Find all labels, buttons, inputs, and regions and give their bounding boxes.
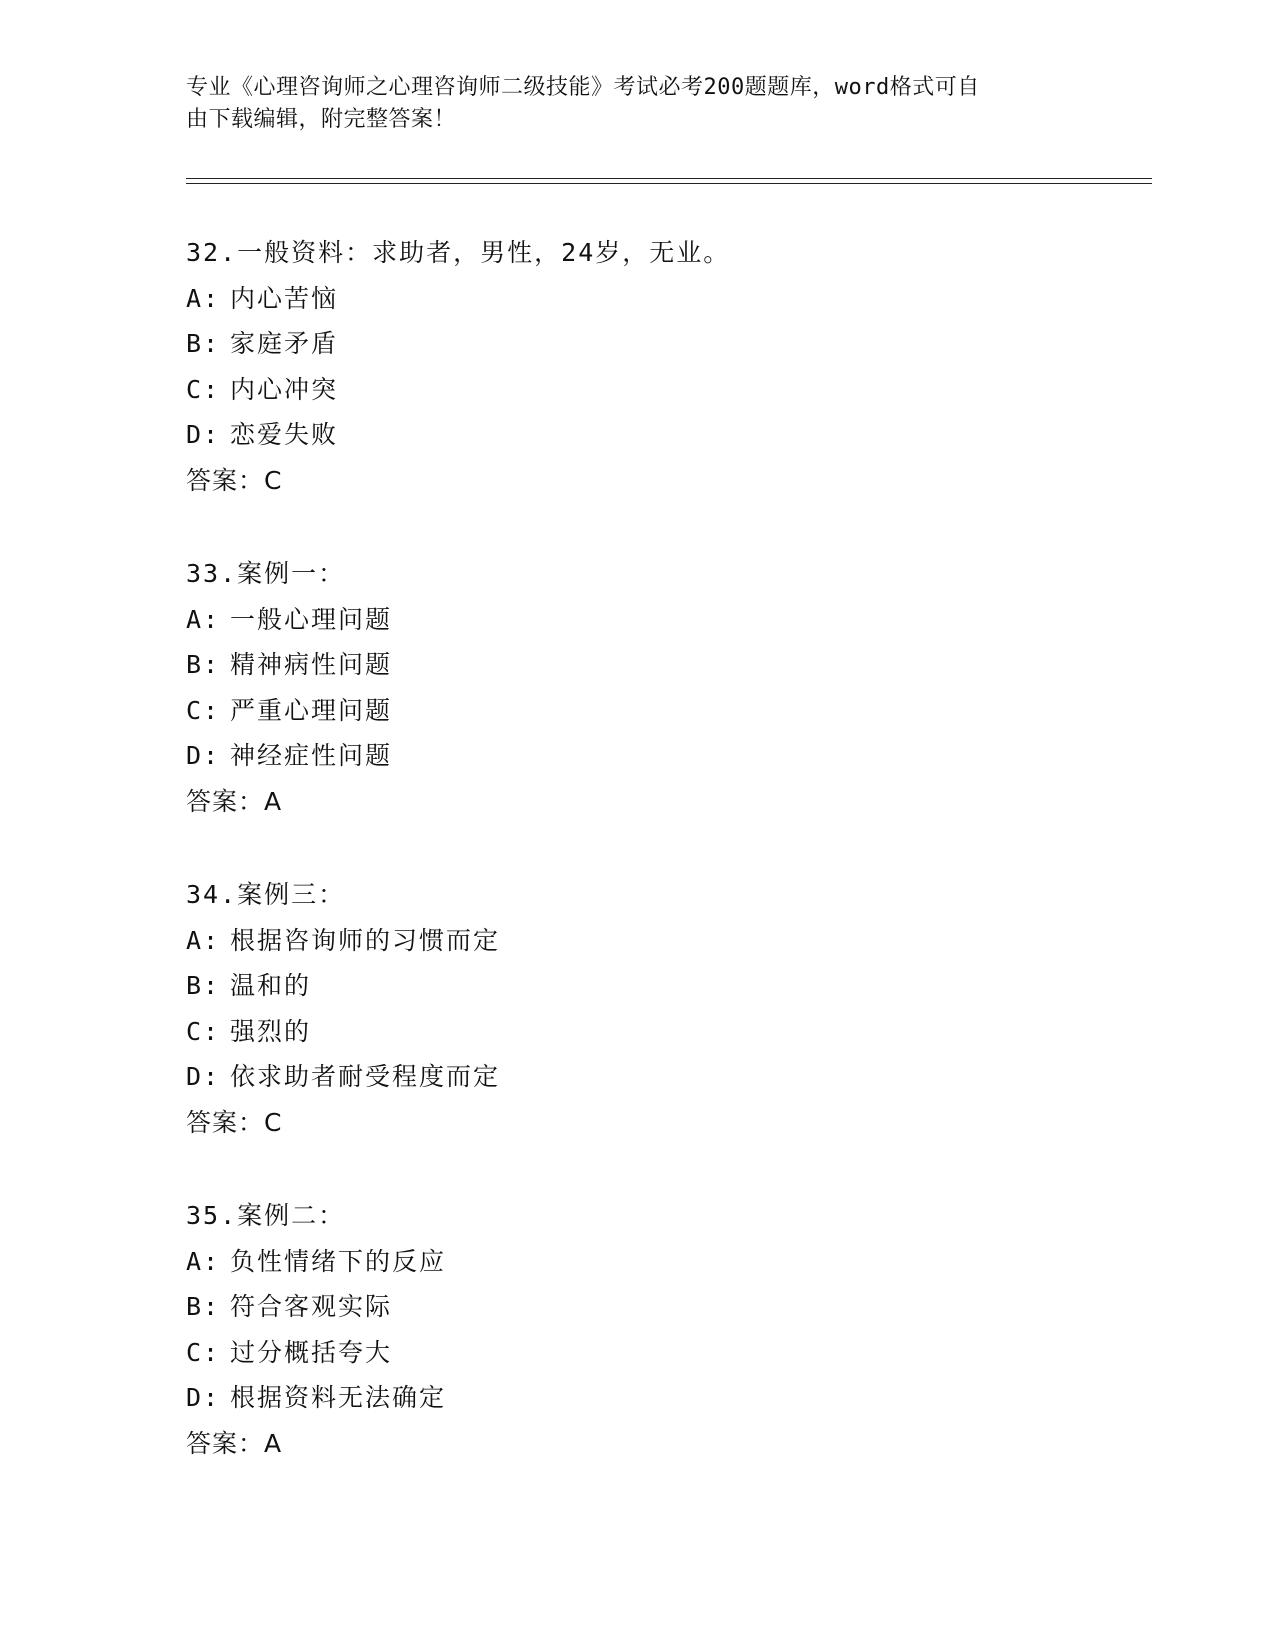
option-text: 负性情绪下的反应 — [230, 1246, 447, 1276]
question-stem: 34.案例三： — [186, 880, 346, 909]
document-header — [186, 72, 1066, 136]
option-text: 家庭矛盾 — [230, 329, 339, 358]
answer: 答案：A — [186, 1428, 283, 1458]
option-a — [186, 918, 1086, 964]
option-text: 依求助者耐受程度而定 — [230, 1062, 501, 1091]
option-label: D: — [186, 1062, 221, 1091]
option-text: 恋爱失败 — [230, 420, 339, 449]
option-text: 温和的 — [230, 971, 312, 1000]
header-line-2: 由下载编辑，附完整答案！ — [186, 107, 457, 132]
header-line-1: 专业《心理咨询师之心理咨询师二级技能》考试必考200题题库，word格式可自 — [186, 75, 980, 100]
option-label: B: — [186, 650, 221, 679]
option-label: C: — [186, 1016, 221, 1046]
option-text: 严重心理问题 — [230, 695, 393, 725]
option-d — [186, 1054, 1086, 1100]
option-label: B: — [186, 1292, 221, 1321]
option-text: 内心冲突 — [230, 374, 339, 404]
answer: 答案：C — [186, 465, 283, 495]
option-label: A: — [186, 925, 221, 955]
answer: 答案：C — [186, 1107, 283, 1137]
option-c — [186, 1009, 1086, 1055]
option-label: D: — [186, 420, 221, 449]
option-b — [186, 642, 1086, 688]
option-text: 神经症性问题 — [230, 741, 393, 770]
option-d — [186, 1375, 1086, 1421]
header-divider-top — [186, 178, 1152, 179]
option-text: 根据资料无法确定 — [230, 1383, 447, 1412]
answer: 答案：A — [186, 786, 283, 816]
question-35 — [186, 1193, 1086, 1466]
option-b — [186, 1284, 1086, 1330]
option-text: 精神病性问题 — [230, 650, 393, 679]
option-text: 一般心理问题 — [230, 604, 393, 634]
option-label: A: — [186, 1246, 221, 1276]
option-label: D: — [186, 741, 221, 770]
option-label: A: — [186, 283, 221, 313]
option-a — [186, 1239, 1086, 1285]
option-label: C: — [186, 695, 221, 725]
option-c — [186, 688, 1086, 734]
question-32 — [186, 230, 1086, 503]
option-text: 强烈的 — [230, 1016, 312, 1046]
option-b — [186, 963, 1086, 1009]
option-a — [186, 276, 1086, 322]
question-34 — [186, 872, 1086, 1145]
option-b — [186, 321, 1086, 367]
option-label: B: — [186, 329, 221, 358]
option-a — [186, 597, 1086, 643]
question-stem: 35.案例二： — [186, 1201, 346, 1230]
option-c — [186, 367, 1086, 413]
option-text: 内心苦恼 — [230, 283, 339, 313]
option-d — [186, 412, 1086, 458]
option-label: C: — [186, 1337, 221, 1367]
header-divider-bottom — [186, 183, 1152, 184]
option-c — [186, 1330, 1086, 1376]
option-text: 符合客观实际 — [230, 1292, 393, 1321]
option-label: B: — [186, 971, 221, 1000]
option-d — [186, 733, 1086, 779]
option-label: D: — [186, 1383, 221, 1412]
question-stem: 33.案例一： — [186, 559, 346, 588]
question-33 — [186, 551, 1086, 824]
option-label: A: — [186, 604, 221, 634]
option-label: C: — [186, 374, 221, 404]
question-stem: 32.一般资料：求助者，男性，24岁，无业。 — [186, 238, 731, 267]
option-text: 过分概括夸大 — [230, 1337, 393, 1367]
option-text: 根据咨询师的习惯而定 — [230, 925, 501, 955]
